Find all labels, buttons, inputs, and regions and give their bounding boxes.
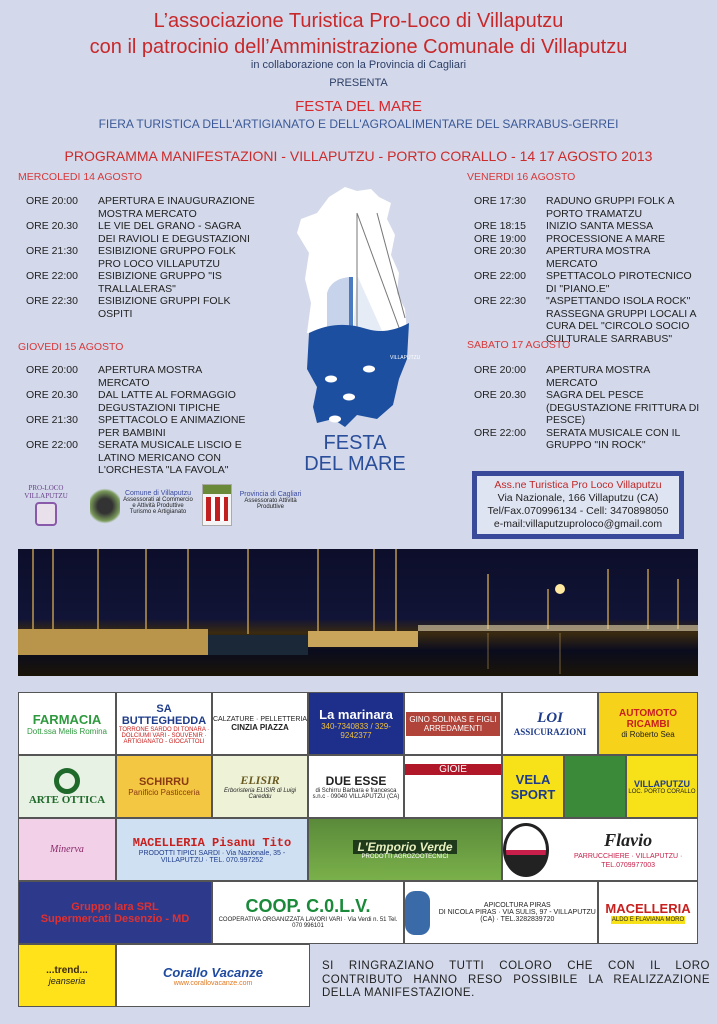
schedule-row (474, 427, 704, 452)
sponsor-name: MACELLERIA (605, 901, 691, 916)
sponsor-sub: Dott.ssa Melis Romina (26, 726, 108, 736)
event-time: ORE 22:00 (474, 270, 526, 282)
thanks-message: SI RINGRAZIANO TUTTI COLORO CHE CON IL LORO CONTRIBUTO HANNO RESO POSSIBILE LA REALIZZAZIONE DELLA MANIFESTAZIONE. (322, 960, 710, 999)
event-desc: SAGRA DEL PESCE (DEGUSTAZIONE FRITTURA DI PESCE) (546, 389, 700, 426)
event-time: ORE 22:00 (26, 439, 78, 451)
event-time: ORE 20.30 (26, 220, 78, 232)
event-time: ORE 20:00 (26, 195, 78, 207)
day-heading: SABATO 17 AGOSTO (467, 339, 571, 351)
sponsor-name: ELISIR (240, 773, 280, 787)
event-desc: APERTURA E INAUGURAZIONE MOSTRA MERCATO (98, 195, 255, 220)
sponsor-ad[interactable] (116, 944, 310, 1007)
event-desc: SPETTACOLO PIROTECNICO DI "PIANO.E" (546, 270, 692, 295)
proloco-label: PRO-LOCO VILLAPUTZU (24, 484, 68, 500)
sponsor-sub: Panificio Pasticceria (128, 788, 200, 797)
event-desc: SERATA MUSICALE LISCIO E LATINO MERICANO CON L'ORCHESTA "LA FAVOLA" (98, 439, 242, 476)
schedule-row (26, 439, 256, 477)
sponsor-ad[interactable] (18, 755, 116, 818)
schedule-row (474, 389, 704, 427)
sponsor-name: APICOLTURA PIRAS (483, 902, 551, 909)
provincia-label (233, 491, 308, 510)
comune-name: Comune di Villaputzu (124, 490, 192, 497)
sponsor-name: MACELLERIA Pisanu Tito (132, 835, 292, 850)
programme-heading: PROGRAMMA MANIFESTAZIONI - VILLAPUTZU - PORTO CORALLO - 14 17 AGOSTO 2013 (64, 148, 653, 164)
sponsor-sub: Erboristeria ELISIR di Luigi Careddu (223, 788, 297, 800)
sponsor-ad[interactable] (626, 755, 698, 818)
sponsor-name: ...trend... (46, 965, 88, 976)
event-desc: PROCESSIONE A MARE (546, 232, 666, 245)
contact-address: Via Nazionale, 166 Villaputzu (CA) (497, 492, 659, 504)
sponsor-sub: COOPERATIVA ORGANIZZATA LAVORI VARI · Via Verdi n. 51 Tel. 070 996101 (218, 917, 398, 929)
sponsor-name: ARTE OTTICA (28, 793, 106, 806)
sponsor-ad[interactable] (502, 692, 598, 755)
sponsor-sub: LOC. PORTO CORALLO (628, 788, 696, 795)
sponsor-ad[interactable] (502, 755, 564, 818)
schedule-row (26, 270, 256, 295)
event-desc: INIZIO SANTA MESSA (546, 220, 654, 232)
header-line-1: L’associazione Turistica Pro-Loco di Villaputzu (153, 10, 564, 32)
sponsor-ad[interactable] (18, 818, 116, 881)
event-time: ORE 20:00 (26, 364, 78, 376)
sponsor-ad[interactable] (308, 692, 404, 755)
schedule-row (26, 414, 256, 439)
day-schedule (474, 364, 704, 452)
event-desc: APERTURA MOSTRA MERCATO (98, 364, 202, 389)
sponsor-sub: Supermercati Desenzio - MD (40, 912, 190, 925)
event-desc: ESIBIZIONE GRUPPO FOLK PRO LOCO VILLAPUTZU (98, 245, 236, 270)
event-title: FESTA DEL MARE (295, 98, 422, 115)
event-desc: SPETTACOLO E ANIMAZIONE PER BAMBINI (98, 414, 246, 439)
comune-crest-icon (90, 486, 120, 526)
sponsor-name: AUTOMOTO RICAMBI (619, 708, 677, 730)
proloco-logo (20, 484, 72, 532)
day-heading: VENERDI 16 AGOSTO (467, 171, 576, 183)
logo-line-1: FESTA (323, 432, 387, 454)
event-time: ORE 18:15 (474, 220, 526, 232)
schedule-row (474, 245, 704, 270)
presenta: PRESENTA (329, 77, 388, 89)
sponsor-name: DUE ESSE (325, 773, 387, 788)
day-heading: GIOVEDI 15 AGOSTO (18, 341, 124, 353)
sponsor-name: COOP. C.0.L.V. (245, 896, 371, 916)
event-time: ORE 17:30 (474, 195, 526, 207)
sardinia-map-logo-icon (287, 183, 417, 433)
sponsor-ad[interactable] (116, 755, 212, 818)
sponsor-sub: di Schirru Barbara e francesca s.n.c · 09040 VILLAPUTZU (CA) (312, 787, 400, 800)
sponsor-sub: www.corallovacanze.com (173, 979, 253, 987)
sponsor-name: Flavio (604, 830, 653, 850)
comune-label (123, 490, 193, 515)
sponsor-ad[interactable] (212, 692, 308, 755)
sponsor-name: GIOIE (405, 764, 501, 775)
sponsor-name: CINZIA PIAZZA (231, 722, 289, 732)
sponsor-sub: 340-7340833 / 329-9242377 (321, 722, 391, 740)
contact-box (472, 471, 684, 539)
contact-email[interactable]: e-mail:villaputzuproloco@gmail.com (493, 518, 663, 530)
sponsor-sub: PARRUCCHIERE · VILLAPUTZU · TEL.0709977003 (573, 853, 683, 869)
event-time: ORE 22:00 (474, 426, 526, 439)
logo-line-2: DEL MARE (304, 453, 406, 475)
event-desc: SERATA MUSICALE CON IL GRUPPO "IN ROCK" (546, 426, 681, 451)
provincia-sub: Assessorato Attività Produttive (244, 498, 297, 510)
event-desc: RADUNO GRUPPI FOLK A PORTO TRAMATZU (546, 195, 674, 220)
schedule-row (474, 295, 704, 345)
contact-name: Ass.ne Turistica Pro Loco Villaputzu (494, 479, 662, 491)
schedule-row (26, 245, 256, 270)
schedule-row (26, 295, 256, 320)
sponsor-ad[interactable] (308, 818, 502, 881)
schedule-row (26, 195, 256, 220)
event-time: ORE 22:30 (26, 295, 78, 307)
sponsor-ad[interactable] (18, 692, 116, 755)
schedule-row (474, 364, 704, 389)
sponsor-name: SA BUTTEGHEDDA (121, 702, 207, 727)
sponsor-sub: PRODOTTI AGROZOOTECNICI (361, 853, 449, 860)
sponsor-sub: ARREDAMENTI (423, 723, 483, 733)
day-schedule (26, 195, 256, 320)
sponsor-ad[interactable] (18, 881, 212, 944)
harbour-night-photo (18, 549, 698, 676)
sponsor-ad[interactable] (116, 692, 212, 755)
event-time: ORE 21:30 (26, 245, 78, 257)
sponsor-name: Corallo Vacanze (163, 964, 263, 980)
schedule-row (26, 389, 256, 414)
sponsor-ad[interactable] (308, 755, 404, 818)
sponsor-ad[interactable] (116, 818, 308, 881)
comune-sub: Assessorati al Commercio e Attività Produttive Turismo e Artigianato (123, 497, 193, 515)
apicoltura-logo-icon (405, 891, 430, 935)
sponsor-ad[interactable] (502, 818, 698, 881)
sponsor-sub: PRODOTTI TIPICI SARDI · Via Nazionale, 35 - VILLAPUTZU · TEL. 070.997252 (138, 849, 286, 864)
event-desc: ESIBIZIONE GRUPPO "IS TRALLALERAS" (98, 270, 222, 295)
schedule-row (474, 270, 704, 295)
sponsor-name: LOI (537, 710, 563, 726)
sponsor-ad[interactable] (598, 692, 698, 755)
event-desc: "ASPETTANDO ISOLA ROCK" RASSEGNA GRUPPI LOCALI A CURA DEL "CIRCOLO SOCIO CULTURALE SARRABUS" (546, 295, 696, 345)
sponsor-photo-ad[interactable] (564, 755, 626, 818)
schedule-row (26, 220, 256, 245)
sponsor-name: La marinara (319, 707, 393, 722)
sponsor-ad[interactable] (404, 755, 502, 818)
event-subtitle: FIERA TURISTICA DELL'ARTIGIANATO E DELL'AGROALIMENTARE DEL SARRABUS-GERREI (98, 117, 619, 131)
event-desc: LE VIE DEL GRANO - SAGRA DEI RAVIOLI E DEGUSTAZIONI (98, 220, 250, 245)
event-desc: APERTURA MOSTRA MERCATO (546, 364, 650, 389)
provincia-name: Provincia di Cagliari (239, 491, 302, 498)
sponsor-name: VILLAPUTZU (634, 778, 690, 789)
event-time: ORE 20.30 (26, 389, 78, 401)
sponsor-sub: di Roberto Sea (621, 730, 675, 739)
event-time: ORE 22:30 (474, 295, 526, 307)
sponsor-name: FARMACIA (32, 711, 102, 727)
schedule-row (474, 233, 704, 246)
event-time: ORE 19:00 (474, 232, 526, 245)
sponsor-name: L'Emporio Verde (353, 840, 456, 854)
sponsor-ad[interactable] (212, 881, 404, 944)
provincia-crest-icon (202, 484, 232, 526)
sponsor-name: GINO SOLINAS E FIGLI (409, 714, 497, 724)
event-desc: DAL LATTE AL FORMAGGIO DEGUSTAZIONI TIPICHE (98, 389, 236, 414)
sponsor-ad[interactable] (598, 881, 698, 944)
sponsor-ad[interactable] (404, 692, 502, 755)
schedule-row (474, 220, 704, 233)
sponsor-ad[interactable] (212, 755, 308, 818)
event-time: ORE 20:00 (474, 364, 526, 376)
festa-logo-text (290, 433, 420, 475)
day-heading: MERCOLEDI 14 AGOSTO (18, 171, 143, 183)
sponsor-ad[interactable] (404, 881, 598, 944)
header-line-2: con il patrocinio dell’Amministrazione Comunale di Villaputzu (89, 36, 628, 58)
map-label: VILLAPUTZU (390, 355, 421, 361)
event-desc: ESIBIZIONE GRUPPI FOLK OSPITI (98, 295, 231, 320)
sponsor-sub: CALZATURE · PELLETTERIA (213, 715, 308, 723)
flavio-logo-icon (503, 823, 549, 877)
day-schedule (474, 195, 704, 345)
schedule-row (474, 195, 704, 220)
event-desc: APERTURA MOSTRA MERCATO (546, 245, 650, 270)
event-time: ORE 20:30 (474, 245, 526, 257)
event-time: ORE 21:30 (26, 414, 78, 426)
sponsor-sub: DI NICOLA PIRAS · VIA SULIS, 97 - VILLAPUTZU (CA) · TEL.3282839720 (438, 909, 596, 923)
sponsor-name: SCHIRRU (138, 776, 190, 788)
event-time: ORE 20.30 (474, 389, 526, 401)
shield-icon (35, 502, 57, 526)
event-time: ORE 22:00 (26, 270, 78, 282)
schedule-row (26, 364, 256, 389)
day-schedule (26, 364, 256, 477)
sponsor-sub: ALDO E FLAVIANA MORO (611, 917, 685, 923)
header-line-3: in collaborazione con la Provincia di Cagliari (250, 59, 467, 71)
sponsor-name: Gruppo Iara SRL (71, 900, 159, 913)
sponsor-sub: TORRONE SARDO DI TONARA · DOLCIUMI VARI - SOUVENIR · ARTIGIANATO - GIOCATTOLI (118, 726, 210, 745)
sponsor-name: VELA SPORT (510, 771, 556, 802)
sponsor-ad[interactable] (18, 944, 116, 1007)
eye-icon (54, 768, 80, 794)
contact-phone: Tel/Fax.070996134 - Cell: 3470898050 (487, 505, 669, 517)
sponsor-sub: jeanseria (48, 976, 86, 986)
sponsor-sub: ASSICURAZIONI (513, 727, 587, 737)
sponsor-name: Minerva (50, 844, 84, 855)
